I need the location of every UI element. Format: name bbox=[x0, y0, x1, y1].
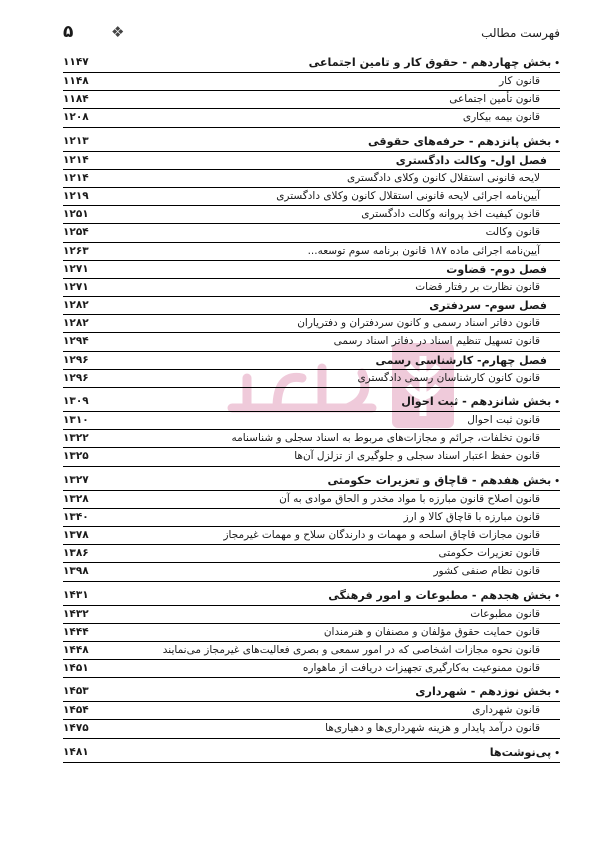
toc-entry-text: فصل چهارم- کارشناسی رسمی bbox=[375, 353, 547, 367]
toc-entry-text: قانون نظام صنفی کشور bbox=[433, 565, 540, 578]
toc-item-row bbox=[63, 91, 560, 109]
toc-entry-page: ۱۲۵۱ bbox=[63, 208, 89, 221]
toc-entry-page: ۱۲۹۶ bbox=[63, 353, 89, 366]
toc-item-row bbox=[63, 170, 560, 188]
toc-entry-text: قانون مجازات قاچاق اسلحه و مهمات و دارندگان سلاح و مهمات غیرمجاز bbox=[223, 528, 540, 541]
toc-entry-text: قانون مطبوعات bbox=[470, 607, 540, 620]
toc-item-row bbox=[63, 448, 560, 466]
toc-entry-page: ۱۳۲۷ bbox=[63, 473, 89, 486]
toc-entry-text: قانون ممنوعیت به‌کارگیری تجهیزات دریافت از ماهواره bbox=[302, 662, 540, 675]
toc-item-row bbox=[63, 370, 560, 388]
toc-entry-title bbox=[297, 316, 540, 331]
toc-entry-text: فصل اول- وکالت دادگستری bbox=[395, 153, 547, 167]
toc-entry-page: ۱۲۷۱ bbox=[63, 262, 89, 275]
toc-item-row bbox=[63, 224, 560, 242]
toc-entry-text: قانون تخلفات، جرائم و مجازات‌های مربوط به اسناد سجلی و شناسنامه bbox=[231, 432, 540, 445]
toc-item-row bbox=[63, 430, 560, 448]
toc-entry-title bbox=[308, 244, 540, 259]
toc-entry-title bbox=[223, 528, 540, 543]
toc-entry-text: قانون شهرداری bbox=[472, 704, 540, 717]
toc-entry-page: ۱۴۳۱ bbox=[63, 588, 89, 601]
toc-entry-title bbox=[232, 431, 540, 446]
toc-entry-page: ۱۳۱۰ bbox=[63, 414, 89, 426]
toc-item-row bbox=[63, 660, 560, 678]
toc-entry-text: پی‌نوشت‌ها bbox=[489, 745, 552, 759]
toc-entry-page: ۱۲۱۴ bbox=[63, 171, 89, 184]
toc-item-row bbox=[63, 315, 560, 333]
bullet-icon: • bbox=[554, 688, 560, 699]
toc-item-row bbox=[63, 606, 560, 624]
toc-entry-title bbox=[486, 225, 540, 240]
toc-entry-title bbox=[467, 413, 540, 428]
toc-entry-title bbox=[334, 334, 540, 349]
toc-entry-title bbox=[472, 703, 540, 718]
toc-item-row bbox=[63, 333, 560, 351]
toc-entry-page: ۱۴۵۳ bbox=[63, 685, 89, 698]
toc-entry-page: ۱۳۴۰ bbox=[63, 510, 89, 523]
toc-entry-page: ۱۲۷۱ bbox=[63, 280, 89, 293]
toc-entry-title bbox=[404, 510, 540, 525]
toc-entry-text: قانون نحوه مجازات اشخاصی که در امور سمعی و بصری فعالیت‌های غیرمجاز می‌نمایند bbox=[162, 643, 540, 656]
toc-entry-title bbox=[309, 55, 560, 72]
toc-item-row bbox=[63, 642, 560, 660]
toc-entry-text: آیین‌نامه اجرائی لایحه قانونی استقلال کانون وکلای دادگستری bbox=[276, 189, 540, 202]
toc-entry-text: بخش نوزدهم - شهرداری bbox=[415, 685, 552, 699]
toc-entry-title bbox=[490, 745, 560, 762]
toc-entry-text: قانون وکالت bbox=[485, 226, 540, 239]
toc-entry-page: ۱۲۰۸ bbox=[63, 111, 89, 124]
toc-entry-page: ۱۴۵۱ bbox=[63, 662, 89, 675]
toc-part-row bbox=[63, 472, 560, 491]
toc-item-row bbox=[63, 73, 560, 91]
toc-entry-text: بخش هجدهم - مطبوعات و امور فرهنگی bbox=[328, 588, 552, 602]
toc-entry-title bbox=[449, 92, 540, 107]
toc-entry-page: ۱۳۲۵ bbox=[63, 450, 89, 463]
toc-entry-page: ۱۲۹۶ bbox=[63, 371, 89, 384]
toc-entry-title bbox=[279, 492, 540, 507]
toc-entry-text: قانون حمایت حقوق مؤلفان و مصنفان و هنرمندان bbox=[323, 625, 540, 638]
toc-item-row bbox=[63, 563, 560, 581]
toc-item-row bbox=[63, 491, 560, 509]
toc-entry-text: فصل دوم- قضاوت bbox=[446, 262, 547, 276]
bullet-icon: • bbox=[554, 398, 560, 408]
toc-entry-title bbox=[463, 110, 540, 125]
toc-entry-page: ۱۴۵۴ bbox=[63, 704, 89, 717]
bullet-icon: • bbox=[554, 137, 560, 148]
toc-item-row bbox=[63, 527, 560, 545]
toc-item-row bbox=[63, 720, 560, 738]
toc-item-row bbox=[63, 243, 560, 261]
toc-entry-text: قانون حفظ اعتبار اسناد سجلی و جلوگیری از تزلزل آن‌ها bbox=[294, 450, 540, 463]
toc-entry-text: قانون تسهیل تنظیم اسناد در دفاتر اسناد رسمی bbox=[333, 335, 540, 348]
toc-entry-title bbox=[433, 564, 540, 579]
toc-entry-title bbox=[276, 189, 540, 204]
table-of-contents bbox=[63, 54, 560, 763]
toc-entry-title bbox=[327, 473, 560, 490]
toc-entry-title bbox=[499, 74, 540, 89]
toc-item-row bbox=[63, 702, 560, 720]
toc-entry-page: ۱۱۸۴ bbox=[63, 93, 89, 106]
toc-part-row bbox=[63, 744, 560, 763]
toc-entry-text: قانون کانون کارشناسان رسمی دادگستری bbox=[357, 371, 540, 384]
toc-entry-title bbox=[438, 546, 540, 561]
page-number: ۵ bbox=[63, 22, 74, 42]
toc-entry-page: ۱۳۸۶ bbox=[63, 547, 89, 560]
toc-entry-title bbox=[347, 171, 540, 186]
toc-entry-title bbox=[470, 607, 540, 622]
toc-entry-page: ۱۲۱۴ bbox=[63, 153, 89, 166]
toc-entry-title bbox=[396, 153, 547, 168]
toc-entry-page: ۱۱۴۷ bbox=[63, 56, 89, 68]
bullet-icon: • bbox=[554, 476, 560, 487]
toc-entry-title bbox=[294, 449, 540, 464]
bullet-icon: • bbox=[554, 59, 560, 69]
toc-entry-page: ۱۲۸۲ bbox=[63, 299, 89, 312]
toc-item-row bbox=[63, 624, 560, 642]
toc-part-row bbox=[63, 393, 560, 412]
toc-entry-text: بخش پانزدهم - حرفه‌های حقوقی bbox=[367, 134, 552, 148]
toc-entry-page: ۱۴۳۲ bbox=[63, 607, 89, 620]
toc-entry-title bbox=[415, 280, 540, 295]
running-title: فهرست مطالب bbox=[481, 26, 560, 40]
toc-entry-text: قانون کیفیت اخذ پروانه وکالت دادگستری bbox=[361, 208, 540, 221]
toc-entry-text: قانون تعزیرات حکومتی bbox=[438, 547, 540, 560]
toc-entry-title bbox=[325, 721, 540, 736]
toc-entry-text: قانون کار bbox=[499, 75, 540, 87]
toc-entry-text: بخش هفدهم - قاچاق و تعزیرات حکومتی bbox=[327, 473, 552, 487]
toc-entry-text: آیین‌نامه اجرائی ماده ۱۸۷ قانون برنامه سوم توسعه... bbox=[307, 244, 540, 257]
toc-item-row bbox=[63, 509, 560, 527]
toc-entry-text: قانون بیمه بیکاری bbox=[462, 111, 540, 124]
toc-entry-page: ۱۳۲۲ bbox=[63, 432, 89, 445]
toc-chapter-row bbox=[63, 152, 560, 170]
toc-entry-title bbox=[328, 588, 560, 605]
toc-chapter-row bbox=[63, 297, 560, 315]
toc-entry-page: ۱۴۷۵ bbox=[63, 722, 89, 735]
toc-entry-text: قانون مبارزه با قاچاق کالا و ارز bbox=[403, 510, 540, 523]
bullet-icon: • bbox=[554, 748, 560, 759]
toc-entry-text: قانون نظارت بر رفتار قضات bbox=[415, 280, 540, 293]
toc-entry-title bbox=[361, 207, 540, 222]
toc-part-row bbox=[63, 587, 560, 606]
toc-entry-title bbox=[401, 394, 560, 411]
toc-part-row bbox=[63, 133, 560, 152]
toc-entry-page: ۱۳۰۹ bbox=[63, 395, 89, 407]
toc-entry-page: ۱۳۹۸ bbox=[63, 565, 89, 578]
toc-entry-text: فصل سوم- سردفتری bbox=[429, 299, 547, 313]
toc-chapter-row bbox=[63, 261, 560, 279]
toc-part-row bbox=[63, 683, 560, 702]
toc-chapter-row bbox=[63, 352, 560, 370]
toc-entry-title bbox=[303, 661, 540, 676]
toc-entry-page: ۱۲۸۲ bbox=[63, 317, 89, 330]
toc-item-row bbox=[63, 412, 560, 430]
toc-entry-page: ۱۲۹۴ bbox=[63, 335, 89, 348]
toc-entry-page: ۱۲۱۳ bbox=[63, 134, 89, 147]
toc-item-row bbox=[63, 279, 560, 297]
toc-entry-page: ۱۳۷۸ bbox=[63, 528, 89, 541]
toc-entry-title bbox=[375, 353, 547, 368]
toc-entry-title bbox=[446, 262, 547, 277]
toc-entry-title bbox=[429, 298, 547, 313]
toc-part-row bbox=[63, 54, 560, 73]
toc-entry-text: قانون ثبت احوال bbox=[467, 414, 540, 426]
toc-entry-text: بخش شانزدهم - ثبت احوال bbox=[401, 395, 552, 408]
toc-item-row bbox=[63, 206, 560, 224]
toc-entry-title bbox=[324, 625, 540, 640]
toc-entry-title bbox=[368, 134, 560, 151]
bullet-icon: • bbox=[554, 591, 560, 602]
ornament-icon: ❖ bbox=[111, 23, 125, 41]
toc-entry-page: ۱۳۲۸ bbox=[63, 492, 89, 505]
toc-item-row bbox=[63, 109, 560, 127]
toc-entry-text: قانون اصلاح قانون مبارزه با مواد مخدر و الحاق موادی به آن bbox=[279, 492, 540, 505]
toc-entry-text: بخش چهاردهم - حقوق کار و تامین اجتماعی bbox=[308, 56, 552, 69]
toc-entry-page: ۱۴۸۱ bbox=[63, 745, 89, 758]
toc-item-row bbox=[63, 188, 560, 206]
toc-entry-page: ۱۲۵۴ bbox=[63, 226, 89, 239]
toc-entry-page: ۱۲۱۹ bbox=[63, 189, 89, 202]
toc-entry-page: ۱۴۴۴ bbox=[63, 625, 89, 638]
toc-entry-title bbox=[357, 371, 540, 386]
toc-entry-title bbox=[163, 643, 540, 658]
toc-item-row bbox=[63, 545, 560, 563]
toc-entry-page: ۱۴۴۸ bbox=[63, 643, 89, 656]
toc-entry-text: قانون تأمین اجتماعی bbox=[449, 93, 540, 106]
toc-entry-text: قانون درآمد پایدار و هزینه شهرداری‌ها و دهیاری‌ها bbox=[325, 722, 540, 735]
toc-entry-page: ۱۱۴۸ bbox=[63, 75, 89, 87]
toc-entry-page: ۱۲۶۳ bbox=[63, 244, 89, 257]
toc-entry-title bbox=[415, 684, 560, 701]
page-header bbox=[63, 22, 560, 48]
toc-entry-text: قانون دفاتر اسناد رسمی و کانون سردفتران و دفتریاران bbox=[297, 317, 540, 330]
toc-entry-text: لایحه قانونی استقلال کانون وکلای دادگستری bbox=[347, 171, 540, 184]
